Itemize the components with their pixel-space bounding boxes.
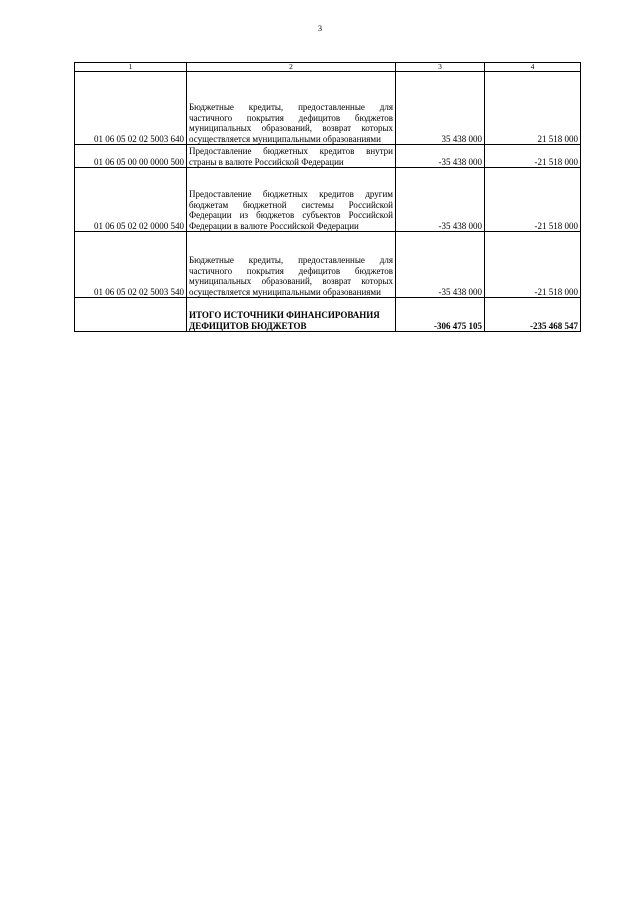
budget-code-cell: 01 06 05 02 02 5003 640 — [75, 72, 187, 145]
budget-code-cell: 01 06 05 02 02 0000 540 — [75, 168, 187, 232]
table-row — [75, 232, 581, 298]
sources-of-financing-table — [74, 62, 581, 332]
table-row — [75, 168, 581, 232]
amount-col4-cell: -21 518 000 — [485, 168, 581, 232]
page-number: 3 — [318, 24, 322, 33]
budget-code-cell: 01 06 05 00 00 0000 500 — [75, 145, 187, 168]
description-cell: Предоставление бюджетных кредитов другим бюджетам бюджетной системы Российской Федерации из бюджетов субъектов Российской Федерации в валюте Российской Федерации — [187, 168, 396, 232]
column-header-1: 1 — [75, 63, 187, 72]
amount-col4-cell: -21 518 000 — [485, 232, 581, 298]
total-code-cell — [75, 298, 187, 332]
table-header-row — [75, 63, 581, 72]
amount-col3-cell: -35 438 000 — [396, 168, 485, 232]
amount-col3-cell: -35 438 000 — [396, 232, 485, 298]
description-cell: Бюджетные кредиты, предоставленные для частичного покрытия дефицитов бюджетов муниципальных образований, возврат которых осуществляется муниципальными образованиями — [187, 232, 396, 298]
total-row — [75, 298, 581, 332]
total-col4-cell: -235 468 547 — [485, 298, 581, 332]
total-label-cell: ИТОГО ИСТОЧНИКИ ФИНАНСИРОВАНИЯ ДЕФИЦИТОВ БЮДЖЕТОВ — [187, 298, 396, 332]
column-header-3: 3 — [396, 63, 485, 72]
column-header-4: 4 — [485, 63, 581, 72]
amount-col4-cell: 21 518 000 — [485, 72, 581, 145]
amount-col3-cell: -35 438 000 — [396, 145, 485, 168]
amount-col3-cell: 35 438 000 — [396, 72, 485, 145]
description-cell: Предоставление бюджетных кредитов внутри страны в валюте Российской Федерации — [187, 145, 396, 168]
table-row — [75, 145, 581, 168]
total-col3-cell: -306 475 105 — [396, 298, 485, 332]
amount-col4-cell: -21 518 000 — [485, 145, 581, 168]
budget-code-cell: 01 06 05 02 02 5003 540 — [75, 232, 187, 298]
column-header-2: 2 — [187, 63, 396, 72]
table-row — [75, 72, 581, 145]
description-cell: Бюджетные кредиты, предоставленные для частичного покрытия дефицитов бюджетов муниципальных образований, возврат которых осуществляется муниципальными образованиями — [187, 72, 396, 145]
